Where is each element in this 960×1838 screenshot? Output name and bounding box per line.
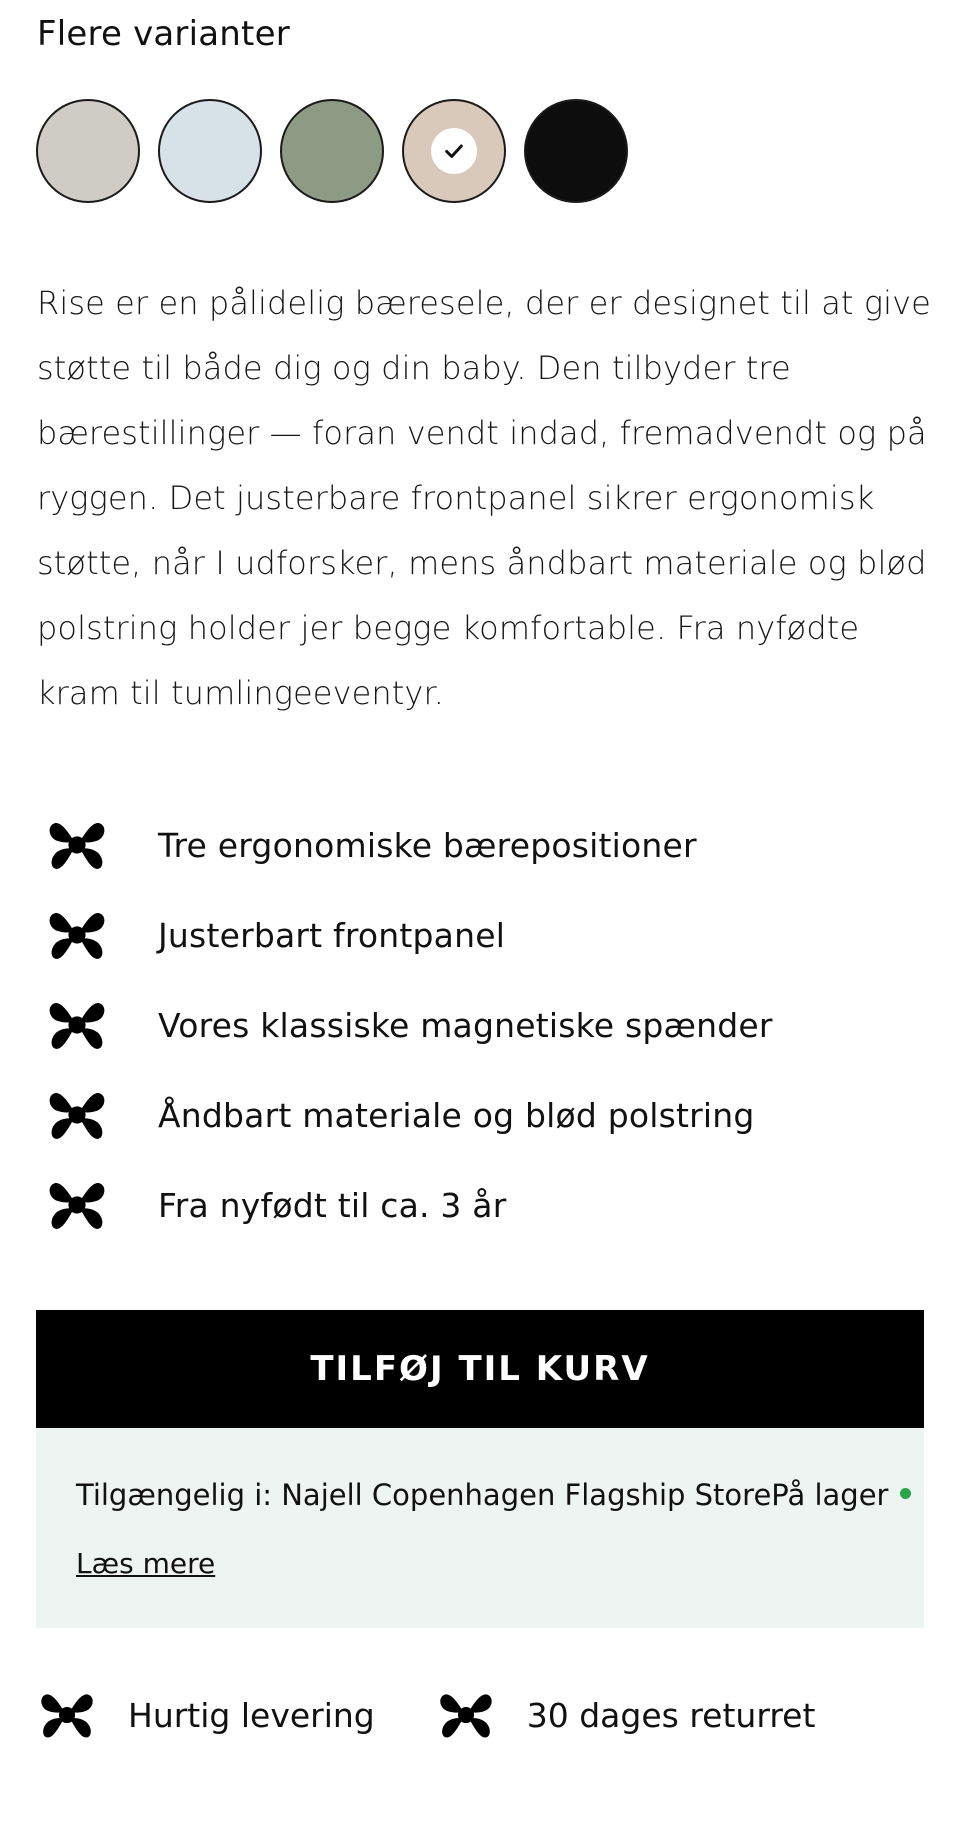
feature-text: Åndbart materiale og blød polstring: [158, 1095, 755, 1135]
feature-text: Justerbart frontpanel: [158, 915, 506, 955]
perk-text: 30 dages returret: [526, 1695, 816, 1735]
butterfly-icon: [44, 1082, 110, 1148]
swatch-light-grey[interactable]: [36, 99, 140, 203]
in-stock-dot-icon: [900, 1488, 911, 1499]
butterfly-icon: [44, 992, 110, 1058]
butterfly-icon: [44, 812, 110, 878]
feature-item: [44, 800, 773, 890]
feature-item: [44, 980, 773, 1070]
perk-item: [36, 1684, 375, 1746]
read-more-link[interactable]: Læs mere: [76, 1547, 216, 1580]
swatch-light-blue[interactable]: [158, 99, 262, 203]
feature-text: Fra nyfødt til ca. 3 år: [158, 1185, 507, 1225]
swatch-sage-green[interactable]: [280, 99, 384, 203]
feature-item: [44, 890, 773, 980]
product-description: Rise er en pålidelig bæresele, der er designet til at give støtte til både dig og din baby. Den tilbyder tre bærestillinger — foran vendt indad, fremadvendt og på ryggen. Det justerbare frontpanel sikrer ergonomisk støtte, når I udforsker, mens åndbart materiale og blød polstring holder jer begge komfortable. Fra nyfødte kram til tumlingeeventyr.: [37, 284, 931, 712]
feature-text: Vores klassiske magnetiske spænder: [158, 1005, 773, 1045]
selected-check-icon: [431, 128, 477, 174]
butterfly-icon: [44, 1172, 110, 1238]
perks-row: [36, 1684, 815, 1746]
perk-item: [435, 1684, 816, 1746]
butterfly-icon: [435, 1684, 497, 1746]
feature-item: [44, 1070, 773, 1160]
feature-text: Tre ergonomiske bærepositioner: [158, 825, 697, 865]
feature-item: [44, 1160, 773, 1250]
variant-swatches: [36, 99, 628, 203]
swatch-black[interactable]: [524, 99, 628, 203]
variants-title: Flere varianter: [37, 14, 290, 54]
add-to-cart-button[interactable]: TILFØJ TIL KURV: [36, 1310, 924, 1428]
butterfly-icon: [44, 902, 110, 968]
feature-list: [44, 800, 773, 1250]
availability-text: Tilgængelig i: Najell Copenhagen Flagship StorePå lager: [76, 1478, 889, 1512]
store-availability: [36, 1428, 924, 1628]
butterfly-icon: [36, 1684, 98, 1746]
perk-text: Hurtig levering: [128, 1695, 375, 1735]
swatch-beige[interactable]: [402, 99, 506, 203]
availability-line: [76, 1478, 911, 1512]
